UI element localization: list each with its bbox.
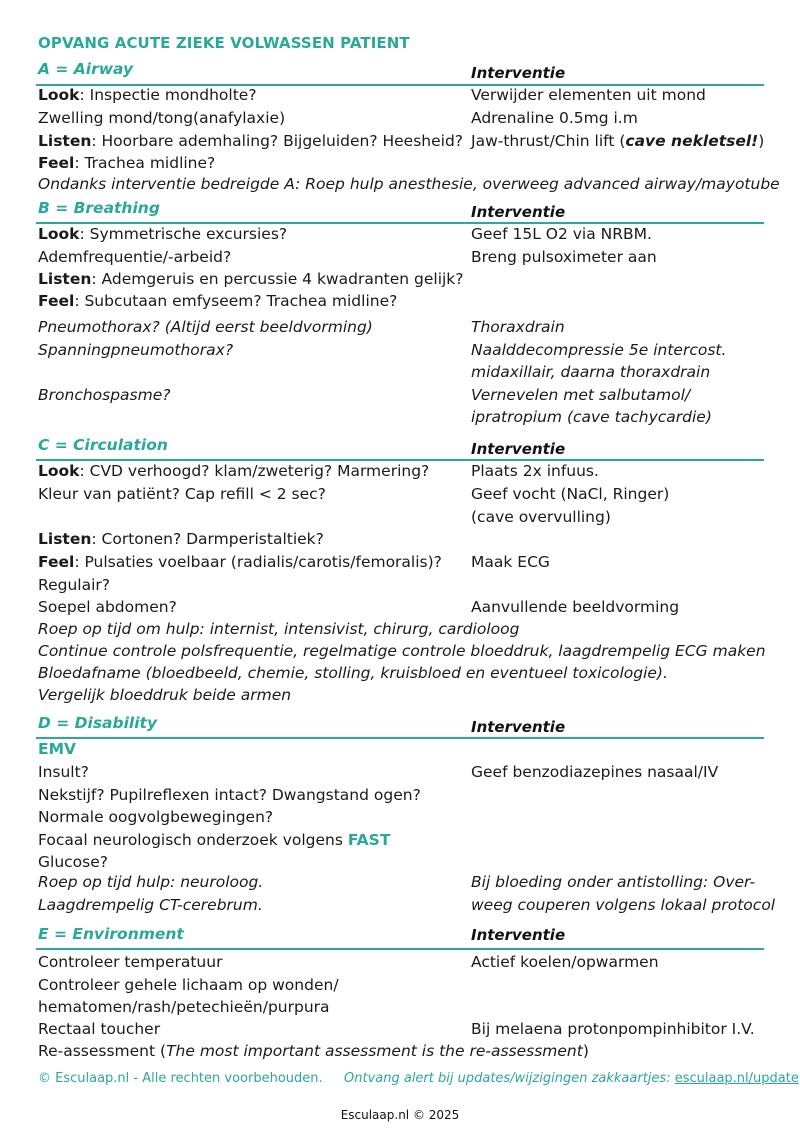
breathing-pneumothorax: Pneumothorax? (Altijd eerst beeldvorming) [38, 318, 373, 336]
circulation-note-3: Bloedafname (bloedbeeld, chemie, stolling, kruisbloed en eventueel toxicologie). [38, 664, 668, 682]
circulation-abdomen: Soepel abdomen? [38, 598, 177, 616]
disability-fast: Focaal neurologisch onderzoek volgens FAST [38, 831, 391, 849]
breathing-intervention-2: Breng pulsoximeter aan [471, 248, 657, 266]
breathing-listen: Listen: Ademgeruis en percussie 4 kwadranten gelijk? [38, 270, 464, 288]
environment-ppi: Bij melaena protonpompinhibitor I.V. [471, 1020, 755, 1038]
environment-intervention-1: Actief koelen/opwarmen [471, 953, 659, 971]
disability-neck: Nekstijf? Pupilreflexen intact? Dwangstand ogen? [38, 786, 421, 804]
breathing-thoraxdrain: Thoraxdrain [471, 318, 565, 336]
intervention-label-breathing: Interventie [471, 203, 566, 221]
breathing-intervention-1: Geef 15L O2 via NRBM. [471, 225, 652, 243]
circulation-regular: Regulair? [38, 576, 110, 594]
circulation-note-4: Vergelijk bloeddruk beide armen [38, 686, 292, 704]
breathing-nebulize-2: ipratropium (cave tachycardie) [471, 408, 712, 426]
breathing-needle-decompression: Naalddecompressie 5e intercost. [471, 341, 727, 359]
airway-swelling: Zwelling mond/tong(anafylaxie) [38, 109, 286, 127]
breathing-needle-decompression-2: midaxillair, daarna thoraxdrain [471, 363, 711, 381]
circulation-intervention-3: (cave overvulling) [471, 508, 611, 526]
disability-emv: EMV [38, 740, 77, 758]
breathing-feel: Feel: Subcutaan emfyseem? Trachea midline? [38, 292, 398, 310]
airway-feel: Feel: Trachea midline? [38, 154, 216, 172]
section-heading-environment: E = Environment [38, 925, 184, 943]
divider [36, 459, 764, 461]
environment-rectal: Rectaal toucher [38, 1020, 161, 1038]
intervention-label-disability: Interventie [471, 718, 566, 736]
circulation-intervention-1: Plaats 2x infuus. [471, 462, 599, 480]
circulation-color: Kleur van patiënt? Cap refill < 2 sec? [38, 485, 326, 503]
circulation-note-1: Roep op tijd om hulp: internist, intensivist, chirurg, cardioloog [38, 620, 520, 638]
environment-body-check: Controleer gehele lichaam op wonden/ [38, 976, 339, 994]
disability-anticoag-1: Bij bloeding onder antistolling: Over- [471, 873, 756, 891]
section-heading-breathing: B = Breathing [38, 199, 160, 217]
circulation-imaging: Aanvullende beeldvorming [471, 598, 680, 616]
environment-body-check-2: hematomen/rash/petechieën/purpura [38, 998, 330, 1016]
circulation-look: Look: CVD verhoogd? klam/zweterig? Marmering? [38, 462, 430, 480]
circulation-intervention-2: Geef vocht (NaCl, Ringer) [471, 485, 670, 503]
environment-reassessment: Re-assessment (The most important assessment is the re-assessment) [38, 1042, 589, 1060]
footer-rights: © Esculaap.nl - Alle rechten voorbehouden. [38, 1071, 323, 1086]
breathing-look: Look: Symmetrische excursies? [38, 225, 288, 243]
disability-seizure: Insult? [38, 763, 89, 781]
divider [36, 948, 764, 950]
airway-intervention-3: Jaw-thrust/Chin lift (cave nekletsel!) [471, 132, 765, 150]
circulation-note-2: Continue controle polsfrequentie, regelmatige controle bloeddruk, laagdrempelig ECG maken [38, 642, 766, 660]
intervention-label-airway: Interventie [471, 64, 566, 82]
airway-look: Look: Inspectie mondholte? [38, 86, 257, 104]
disability-note-1: Roep op tijd hulp: neuroloog. [38, 873, 264, 891]
environment-temperature: Controleer temperatuur [38, 953, 223, 971]
intervention-label-environment: Interventie [471, 926, 566, 944]
circulation-listen: Listen: Cortonen? Darmperistaltiek? [38, 530, 324, 548]
section-heading-circulation: C = Circulation [38, 436, 168, 454]
breathing-tension-pneumothorax: Spanningpneumothorax? [38, 341, 234, 359]
breathing-rate: Ademfrequentie/-arbeid? [38, 248, 232, 266]
disability-note-2: Laagdrempelig CT-cerebrum. [38, 896, 263, 914]
airway-listen: Listen: Hoorbare ademhaling? Bijgeluiden? Heesheid? [38, 132, 464, 150]
section-heading-disability: D = Disability [38, 714, 158, 732]
divider [36, 222, 764, 224]
airway-intervention-1: Verwijder elementen uit mond [471, 86, 706, 104]
bottom-copyright: Esculaap.nl © 2025 [340, 1108, 460, 1122]
circulation-ecg: Maak ECG [471, 553, 550, 571]
section-heading-airway: A = Airway [38, 60, 134, 78]
divider [36, 737, 764, 739]
page-title: OPVANG ACUTE ZIEKE VOLWASSEN PATIENT [38, 34, 410, 52]
disability-anticoag-2: weeg couperen volgens lokaal protocol [471, 896, 776, 914]
update-link[interactable]: esculaap.nl/update [674, 1071, 799, 1086]
breathing-nebulize: Vernevelen met salbutamol/ [471, 386, 691, 404]
intervention-label-circulation: Interventie [471, 440, 566, 458]
breathing-bronchospasm: Bronchospasme? [38, 386, 171, 404]
disability-glucose: Glucose? [38, 853, 108, 871]
circulation-feel: Feel: Pulsaties voelbaar (radialis/carotis/femoralis)? [38, 553, 442, 571]
disability-eye-movements: Normale oogvolgbewegingen? [38, 808, 274, 826]
footer-alert: Ontvang alert bij updates/wijzigingen zakkaartjes: esculaap.nl/update [344, 1071, 799, 1086]
airway-intervention-2: Adrenaline 0.5mg i.m [471, 109, 638, 127]
airway-note: Ondanks interventie bedreigde A: Roep hulp anesthesie, overweeg advanced airway/mayotube [38, 175, 780, 193]
disability-intervention-1: Geef benzodiazepines nasaal/IV [471, 763, 719, 781]
